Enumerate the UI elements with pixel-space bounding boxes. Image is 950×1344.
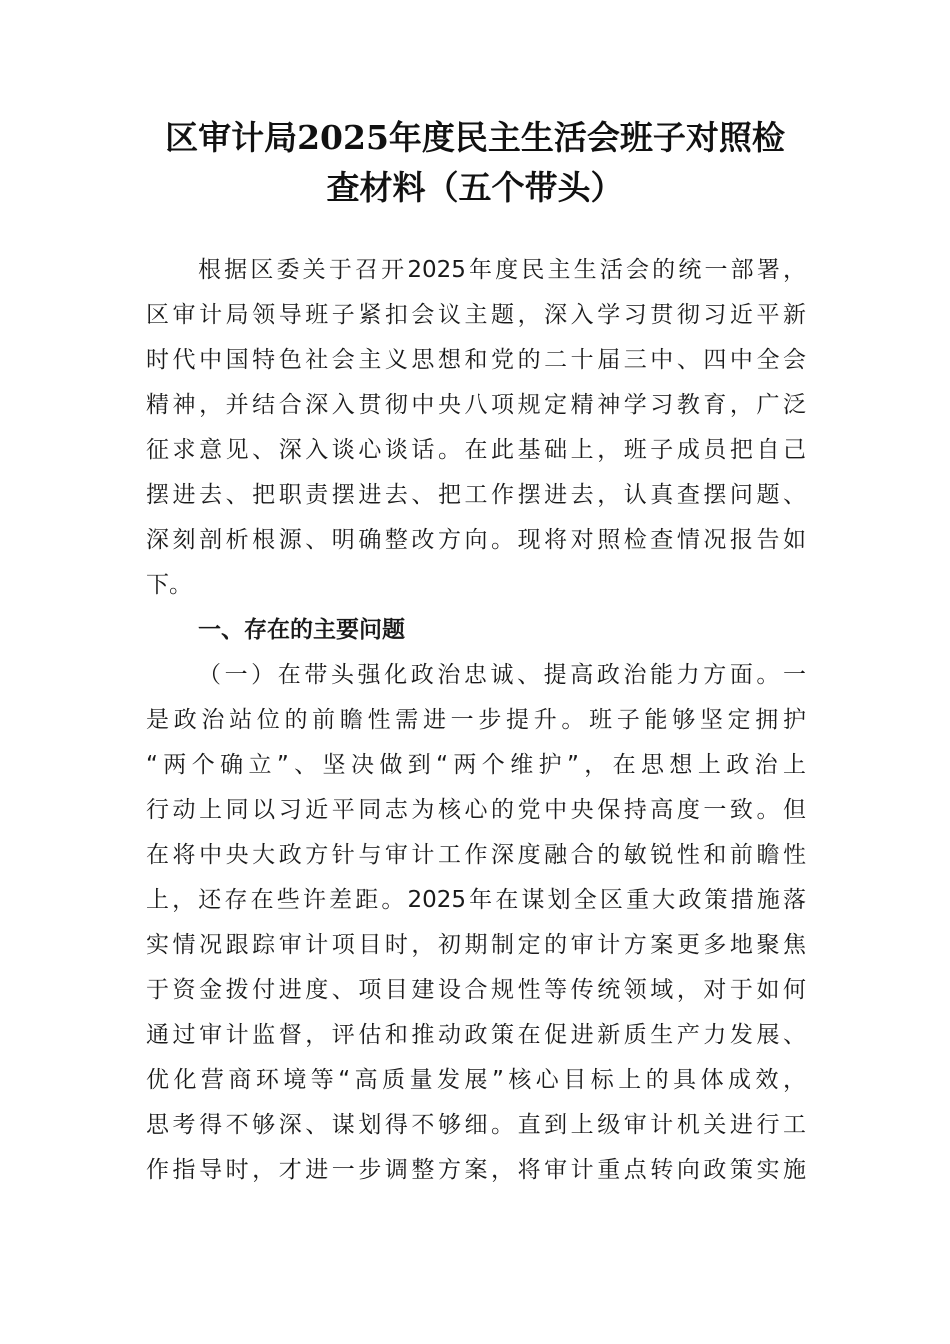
intro-line: 摆进去、把职责摆进去、把工作摆进去，认真查摆问题、: [146, 482, 806, 508]
intro-line: 时代中国特色社会主义思想和党的二十届三中、四中全会: [146, 347, 806, 373]
intro-line: 深刻剖析根源、明确整改方向。现将对照检查情况报告如: [146, 527, 806, 553]
title-line-1: 区审计局2025年度民主生活会班子对照检: [165, 118, 785, 157]
intro-line: 根据区委关于召开2025年度民主生活会的统一部署，: [198, 257, 806, 283]
section-heading: 一、存在的主要问题: [198, 617, 405, 643]
intro-line: 征求意见、深入谈心谈话。在此基础上，班子成员把自己: [146, 437, 806, 463]
subsection-line: 作指导时，才进一步调整方案，将审计重点转向政策实施: [146, 1157, 806, 1183]
title-line-2: 查材料（五个带头）: [326, 168, 624, 207]
intro-line: 区审计局领导班子紧扣会议主题，深入学习贯彻习近平新: [146, 302, 806, 328]
document-title: [140, 113, 810, 213]
subsection-line: 于资金拨付进度、项目建设合规性等传统领域，对于如何: [146, 977, 806, 1003]
subsection-line: 通过审计监督，评估和推动政策在促进新质生产力发展、: [146, 1022, 806, 1048]
subsection-line: 思考得不够深、谋划得不够细。直到上级审计机关进行工: [146, 1112, 806, 1138]
subsection-line: 是政治站位的前瞻性需进一步提升。班子能够坚定拥护: [146, 707, 806, 733]
subsection-line: 上，还存在些许差距。2025年在谋划全区重大政策措施落: [146, 887, 806, 913]
intro-line: 下。: [146, 572, 192, 598]
subsection-line: “两个确立”、坚决做到“两个维护”，在思想上政治上: [146, 752, 806, 778]
subsection-line: （一）在带头强化政治忠诚、提高政治能力方面。一: [198, 662, 806, 688]
subsection-line: 实情况跟踪审计项目时，初期制定的审计方案更多地聚焦: [146, 932, 806, 958]
subsection-line: 在将中央大政方针与审计工作深度融合的敏锐性和前瞻性: [146, 842, 806, 868]
subsection-line: 优化营商环境等“高质量发展”核心目标上的具体成效，: [146, 1067, 806, 1093]
subsection-line: 行动上同以习近平同志为核心的党中央保持高度一致。但: [146, 797, 806, 823]
intro-line: 精神，并结合深入贯彻中央八项规定精神学习教育，广泛: [146, 392, 806, 418]
